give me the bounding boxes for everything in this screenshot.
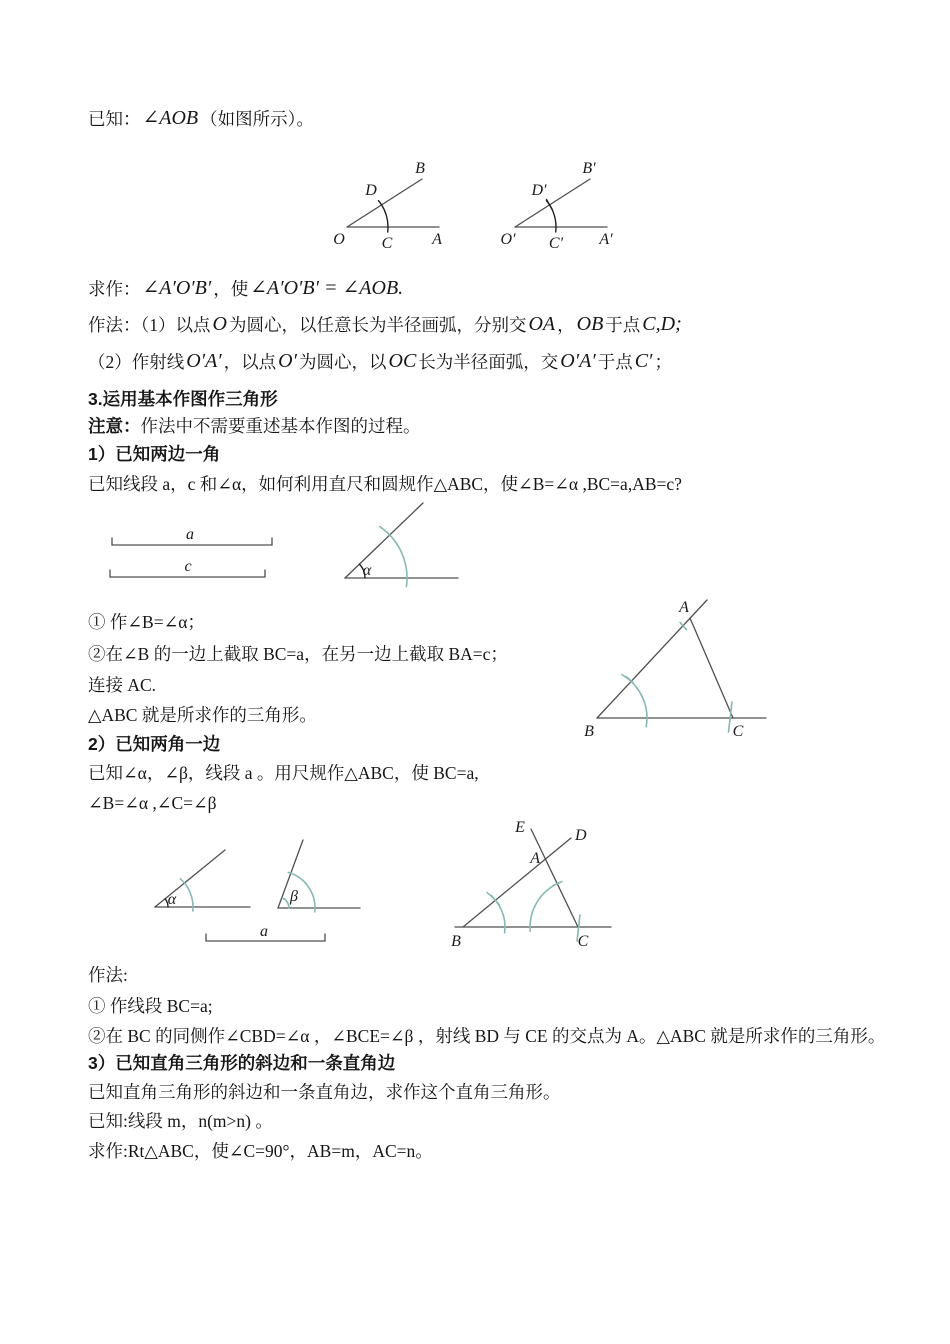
case3-problem: 已知直角三角形的斜边和一条直角边，求作这个直角三角形。: [88, 1082, 561, 1102]
label-a2: a: [260, 923, 268, 940]
label-B2: B: [451, 933, 461, 950]
alpha2-construction-arc: [180, 879, 193, 911]
label-A: A: [679, 599, 689, 616]
label-B-prime: B′: [582, 160, 596, 177]
require-prefix: 求作：: [88, 279, 141, 299]
label-B: B: [415, 160, 425, 177]
text: 长为半径面弧，交: [418, 352, 559, 372]
label-O: O: [333, 231, 345, 248]
label-O-prime: O′: [500, 231, 516, 248]
label-alpha2: α: [167, 891, 177, 908]
label-B: B: [584, 723, 594, 740]
angle-c2-arc: [530, 886, 553, 931]
label-D: D: [575, 827, 587, 844]
case3-given: 已知:线段 m，n(m>n) 。: [88, 1111, 273, 1131]
label-A: A: [432, 231, 442, 248]
text: ；: [654, 352, 672, 372]
notice-text: 作法中不需要重述基本作图的过程。: [140, 416, 421, 436]
ray-ce: [531, 829, 578, 927]
side-ac: [690, 618, 733, 718]
method-label: 作法:: [88, 965, 128, 985]
require-math-1: ∠A′O′B′: [142, 277, 212, 299]
math-O: O: [212, 313, 227, 335]
segments-a-c-diagram: [100, 525, 280, 587]
require-mid: ，使: [213, 279, 249, 299]
triangle-abc-diagram: [578, 598, 778, 743]
angle-alpha-diagram-2: [138, 838, 263, 923]
ray-bd: [463, 838, 571, 927]
case1-conclusion: △ABC 就是所求作的三角形。: [88, 705, 317, 725]
label-alpha: α: [362, 562, 372, 579]
label-C: C: [732, 723, 744, 740]
label-A2: A: [530, 850, 540, 867]
method-step1-line: [88, 314, 684, 337]
case2-problem-b: ∠B=∠α ,∠C=∠β: [88, 793, 217, 813]
angle-b-arc: [622, 675, 647, 727]
given-prefix: 已知：: [88, 109, 141, 129]
require-math-2: ∠A′O′B′ = ∠AOB.: [250, 277, 404, 299]
require-line: [88, 278, 405, 301]
given-line: [88, 108, 314, 131]
math-C-prime: C′: [634, 350, 653, 372]
triangle-bde-diagram: [443, 818, 668, 953]
ray-ob-prime: [515, 179, 590, 227]
angle-alpha-diagram-1: [330, 495, 470, 595]
math-CD: C,D;: [642, 313, 682, 335]
math-OB: OB: [576, 313, 604, 335]
math-O-prime: O′: [278, 350, 297, 372]
text: 为圆心，以任意长为半径画弧，分别交: [228, 315, 527, 335]
section-3-heading: 3.运用基本作图作三角形: [88, 389, 278, 409]
tick-on-bd: [492, 896, 500, 905]
case3-require: 求作:Rt△ABC，使∠C=90°，AB=m，AC=n。: [88, 1141, 433, 1161]
segment-a-diagram-2: [198, 925, 333, 950]
text: ，以点: [223, 352, 277, 372]
notice-line: [88, 415, 421, 438]
math-OA-prime: O′A′: [186, 350, 222, 372]
case1-step-1: ① 作∠B=∠α；: [88, 612, 205, 632]
case2-heading: 2）已知两角一边: [88, 734, 221, 754]
notice-label: 注意：: [88, 416, 141, 436]
case2-step-1: ① 作线段 BC=a;: [88, 996, 213, 1016]
label-C-prime: C′: [548, 235, 564, 252]
case1-problem: 已知线段 a，c 和∠α，如何利用直尺和圆规作△ABC，使∠B=∠α ,BC=a,AB=c?: [88, 474, 682, 494]
case2-step-2: ②在 BC 的同侧作∠CBD=∠α ，∠BCE=∠β ，射线 BD 与 CE 的交点为 A。△ABC 就是所求作的三角形。: [88, 1026, 886, 1046]
label-A-prime: A′: [599, 231, 613, 248]
text: 于点: [605, 315, 641, 335]
label-beta: β: [290, 888, 298, 905]
case2-problem-a: 已知∠α，∠β，线段 a 。用尺规作△ABC，使 BC=a,: [88, 763, 479, 783]
case1-heading: 1）已知两边一角: [88, 444, 221, 464]
case1-step-2: ②在∠B 的一边上截取 BC=a，在另一边上截取 BA=c；: [88, 644, 508, 664]
label-D-prime: D′: [531, 182, 547, 199]
given-suffix: （如图所示）。: [200, 109, 314, 129]
tick-at-c: [729, 702, 733, 732]
method-step2-line: [88, 351, 672, 374]
angle-beta-diagram: [265, 835, 370, 923]
text: 为圆心，以: [299, 352, 387, 372]
label-c: c: [184, 558, 192, 575]
alpha-slant-ray: [345, 503, 423, 578]
case3-heading: 3）已知直角三角形的斜边和一条直角边: [88, 1053, 396, 1073]
label-C2: C: [577, 933, 589, 950]
label-D: D: [365, 182, 377, 199]
tick-d-prime: [547, 200, 553, 211]
text: 作法：（1）以点: [88, 315, 211, 335]
math-OC: OC: [388, 350, 417, 372]
beta-angle-arc: [283, 898, 290, 908]
math-OA-prime2: O′A′: [560, 350, 596, 372]
given-math-aob: ∠AOB: [142, 107, 199, 129]
label-a: a: [186, 526, 194, 543]
text: 于点: [597, 352, 633, 372]
math-OA: OA: [528, 313, 556, 335]
label-E: E: [515, 819, 525, 836]
text: ，: [557, 315, 575, 335]
ray-ob: [347, 179, 422, 227]
case1-step-3: 连接 AC.: [88, 675, 157, 695]
text: （2）作射线: [88, 352, 185, 372]
label-C: C: [381, 235, 393, 252]
copy-angle-diagram: [325, 158, 625, 253]
